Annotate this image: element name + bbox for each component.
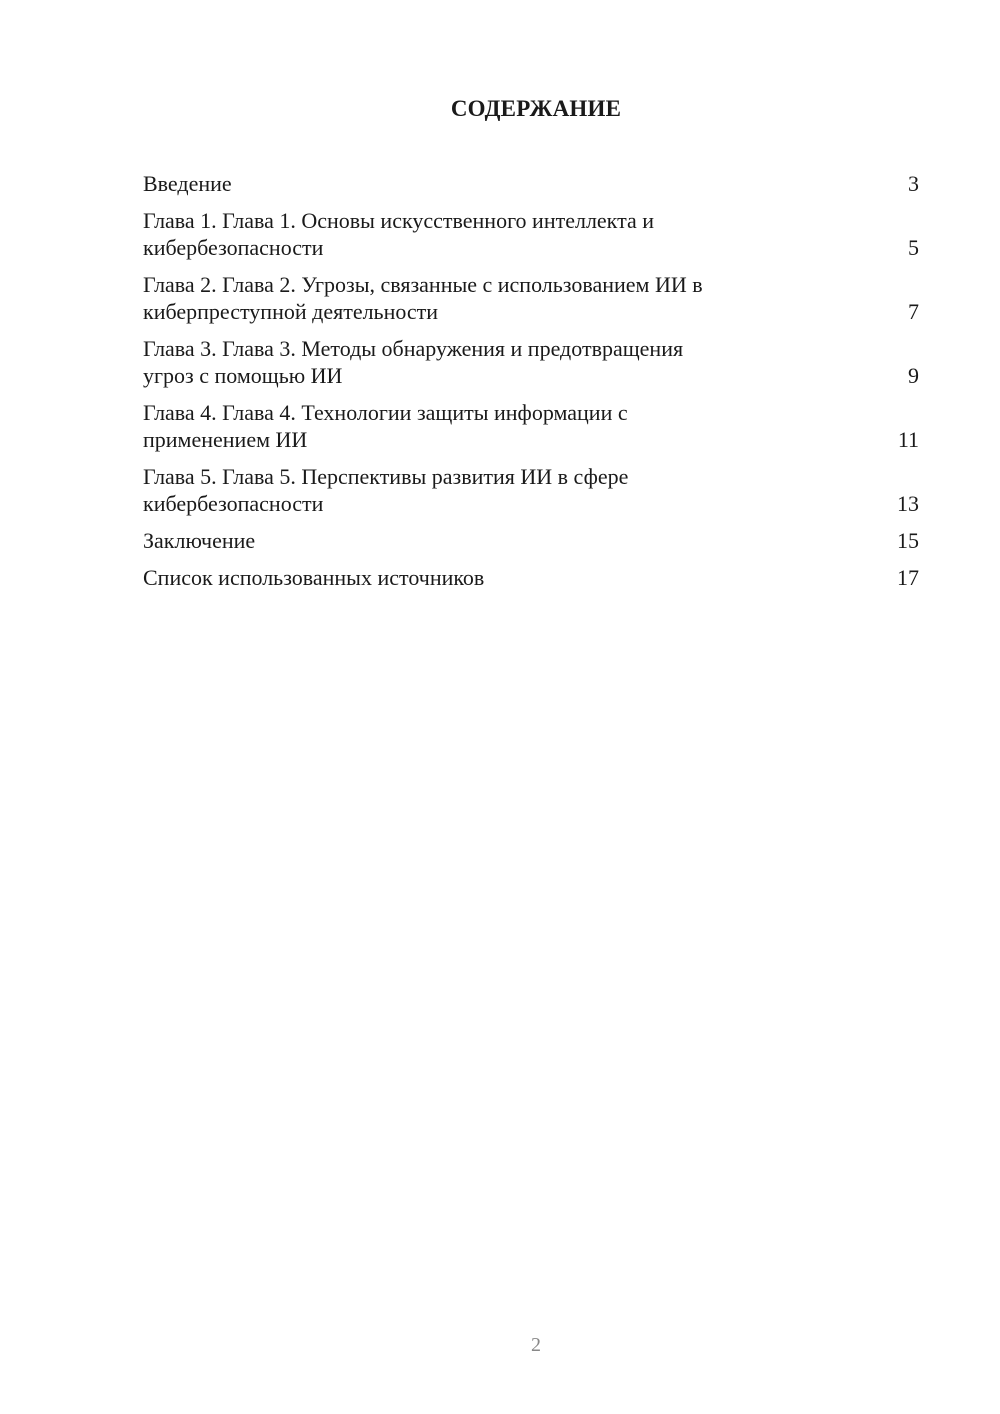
toc-entry-chapter-3[interactable] [143, 335, 919, 389]
toc-entry-page: 15 [897, 528, 919, 553]
toc-entry-line: Глава 4. Глава 4. Технологии защиты информации с [143, 400, 628, 425]
toc-entry-line: кибербезопасности [143, 235, 324, 260]
toc-entry-line: кибербезопасности [143, 491, 324, 516]
toc-entry-line: Введение [143, 171, 232, 196]
toc-entry-line: Глава 2. Глава 2. Угрозы, связанные с использованием ИИ в [143, 272, 703, 297]
toc-entry-line: Глава 3. Глава 3. Методы обнаружения и предотвращения [143, 336, 684, 361]
toc-entry-text [143, 335, 683, 389]
toc-entry-page: 13 [897, 491, 919, 516]
toc-entry-text [143, 170, 232, 197]
toc-entry-chapter-5[interactable] [143, 463, 919, 517]
toc-entry-page: 11 [897, 427, 919, 452]
toc-entry-text [143, 564, 484, 591]
toc-entry-text [143, 271, 703, 325]
toc-entry-line: Список использованных источников [143, 565, 485, 590]
toc-entry-line: киберпреступной деятельности [143, 299, 439, 324]
toc-entry-text [143, 463, 628, 517]
toc-entry-line: Глава 5. Глава 5. Перспективы развития ИИ в сфере [143, 464, 629, 489]
toc-entry-line: угроз с помощью ИИ [143, 363, 343, 388]
toc-entry-text [143, 527, 255, 554]
toc-entry-line: применением ИИ [143, 427, 308, 452]
toc-entry-chapter-1[interactable] [143, 207, 919, 261]
page-number: 2 [531, 1334, 541, 1356]
table-of-contents [143, 170, 919, 601]
toc-entry-text [143, 207, 654, 261]
toc-entry-line: Заключение [143, 528, 256, 553]
toc-entry-page: 17 [897, 565, 919, 590]
toc-entry-references[interactable] [143, 564, 919, 591]
toc-entry-chapter-4[interactable] [143, 399, 919, 453]
toc-entry-page: 9 [908, 363, 919, 388]
toc-entry-page: 7 [908, 299, 919, 324]
toc-entry-chapter-2[interactable] [143, 271, 919, 325]
toc-entry-text [143, 399, 628, 453]
toc-entry-page: 3 [908, 171, 919, 196]
toc-entry-line: Глава 1. Глава 1. Основы искусственного интеллекта и [143, 208, 655, 233]
toc-entry-introduction[interactable] [143, 170, 919, 197]
toc-entry-conclusion[interactable] [143, 527, 919, 554]
toc-entry-page: 5 [908, 235, 919, 260]
toc-title: СОДЕРЖАНИЕ [450, 96, 622, 121]
